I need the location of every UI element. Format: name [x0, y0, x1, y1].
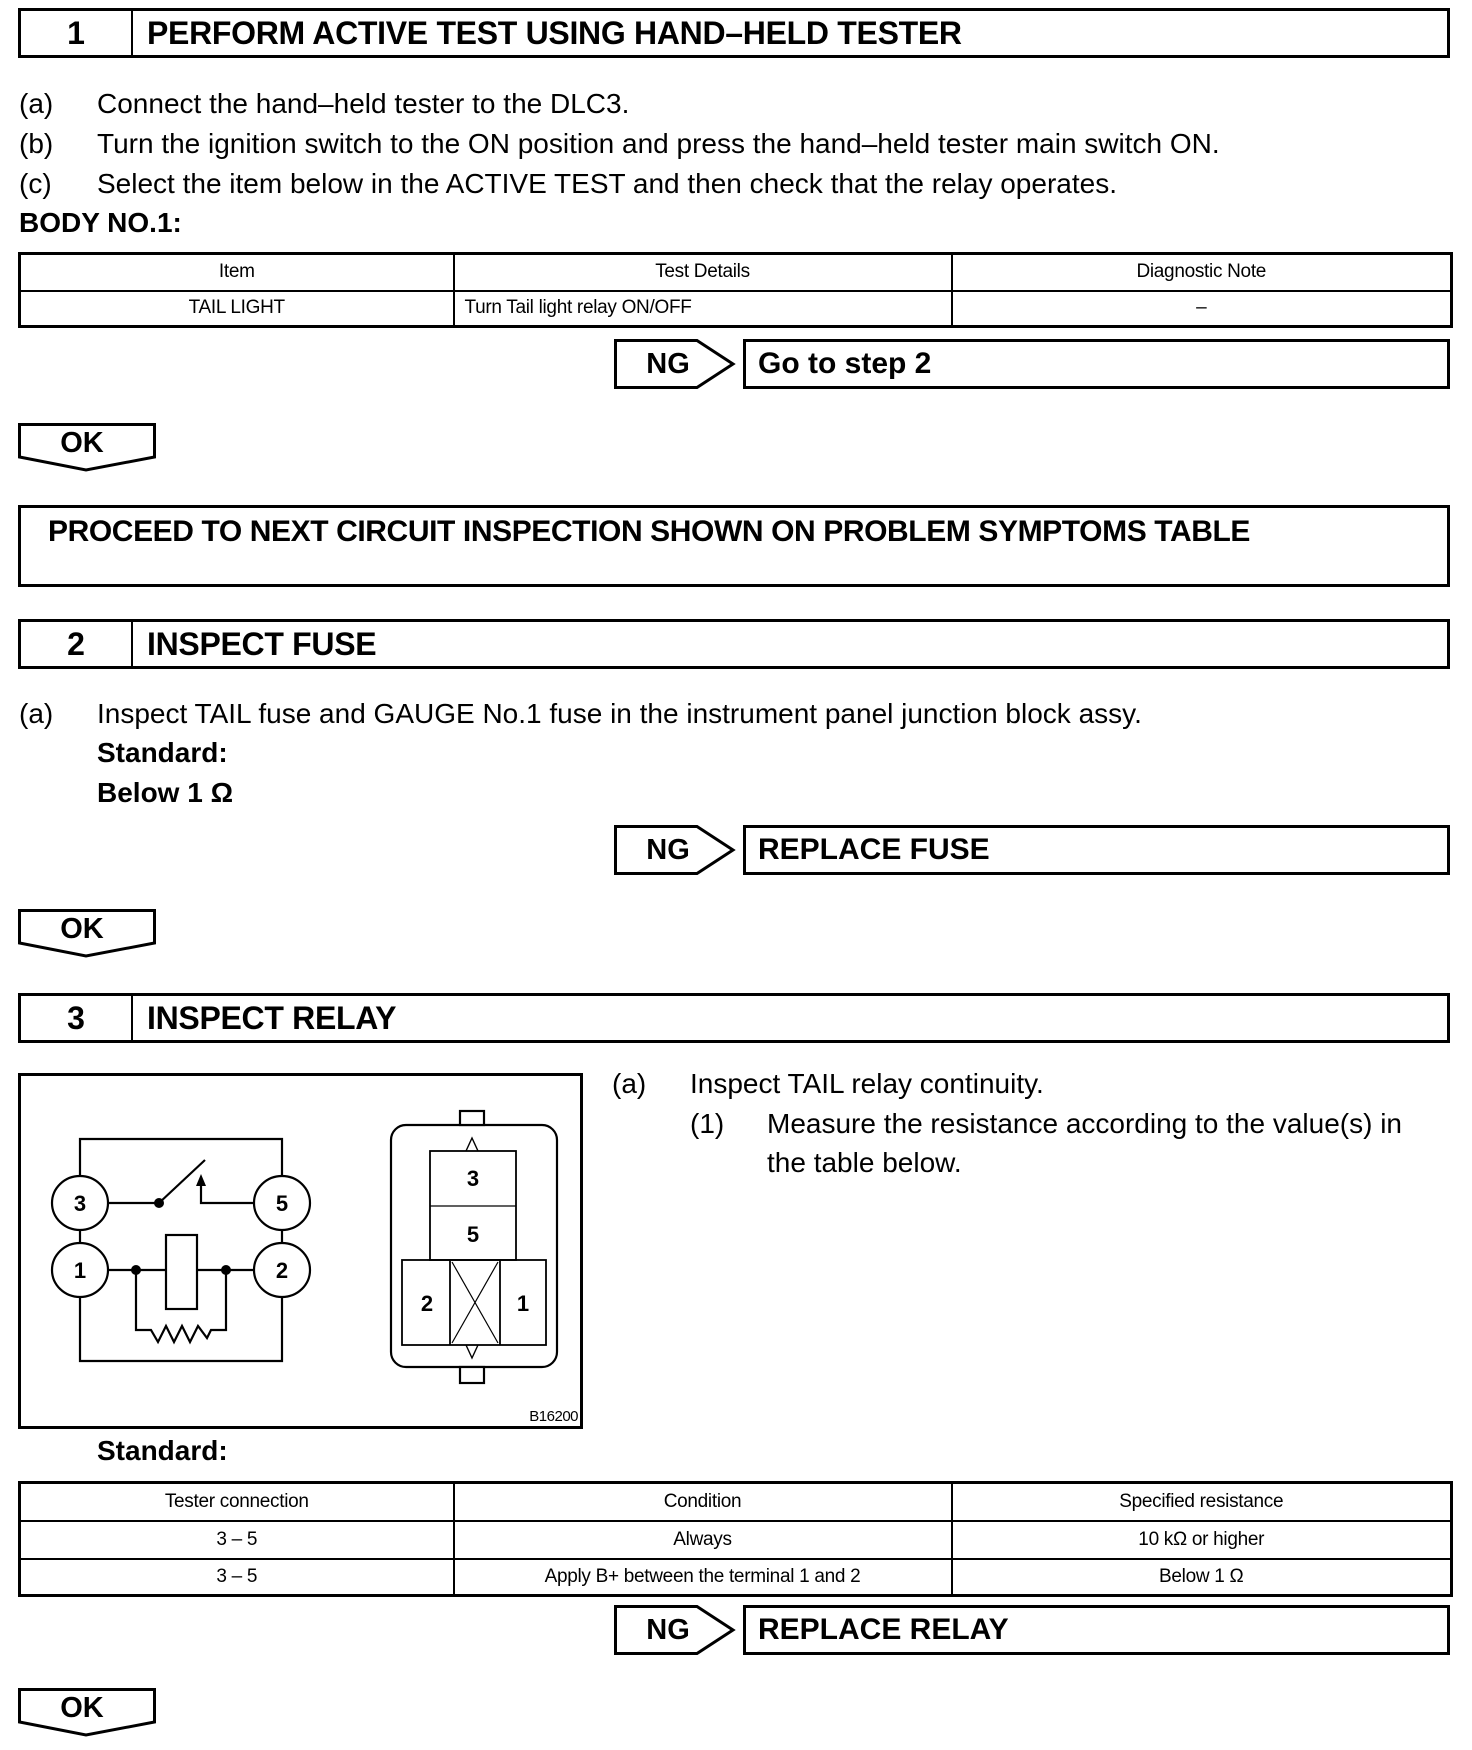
step-3-header	[18, 993, 1450, 1043]
table-cell: Turn Tail light relay ON/OFF	[454, 291, 952, 327]
step-number: 2	[21, 622, 133, 666]
instruction-text: Select the item below in the ACTIVE TEST and then check that the relay operates.	[97, 168, 1117, 199]
step-number: 3	[21, 996, 133, 1040]
relay-schematic-icon	[21, 1076, 586, 1432]
ng-result: REPLACE FUSE	[743, 825, 1450, 875]
table-cell: Below 1 Ω	[952, 1559, 1452, 1596]
ok-branch	[18, 423, 158, 473]
table-header: Diagnostic Note	[952, 254, 1452, 291]
instruction-marker: (a)	[19, 88, 54, 119]
ng-label: NG	[646, 348, 690, 380]
ng-label: NG	[646, 1614, 690, 1646]
connector-1-label: 1	[516, 1291, 530, 1316]
table-cell: 3 – 5	[20, 1559, 454, 1596]
active-test-table	[18, 252, 1453, 328]
table-label: BODY NO.1:	[19, 207, 182, 238]
ng-label: NG	[646, 834, 690, 866]
standard-value: Below 1 Ω	[97, 777, 234, 808]
connector-5-label: 5	[466, 1222, 480, 1247]
instruction-text: Inspect TAIL relay continuity.	[690, 1068, 1044, 1099]
table-cell: Always	[454, 1521, 952, 1559]
table-header-row	[20, 254, 1452, 291]
relay-diagram	[18, 1073, 583, 1429]
table-header-row	[20, 1483, 1452, 1521]
instruction-text: Measure the resistance according to the value(s) in	[767, 1108, 1402, 1139]
terminal-1-label: 1	[73, 1258, 87, 1283]
table-header: Condition	[454, 1483, 952, 1521]
terminal-5-label: 5	[275, 1191, 289, 1216]
resistance-table	[18, 1481, 1453, 1597]
standard-label: Standard:	[97, 1435, 228, 1466]
table-cell: 10 kΩ or higher	[952, 1521, 1452, 1559]
proceed-box	[18, 505, 1450, 587]
connector-3-label: 3	[466, 1166, 480, 1191]
instruction-text: Turn the ignition switch to the ON position and press the hand–held tester main switch ON.	[97, 128, 1220, 159]
step-2-header	[18, 619, 1450, 669]
instruction-text: Connect the hand–held tester to the DLC3.	[97, 88, 630, 119]
instruction-text: Inspect TAIL fuse and GAUGE No.1 fuse in the instrument panel junction block assy.	[97, 698, 1142, 729]
ok-label: OK	[60, 1692, 104, 1724]
instruction-marker: (c)	[19, 168, 52, 199]
step-title: INSPECT FUSE	[147, 626, 377, 662]
instruction-marker: (1)	[690, 1108, 725, 1139]
ng-branch	[614, 825, 1450, 875]
table-header: Specified resistance	[952, 1483, 1452, 1521]
instruction-marker: (a)	[612, 1068, 647, 1099]
connector-2-label: 2	[420, 1291, 434, 1316]
ng-result: REPLACE RELAY	[743, 1605, 1450, 1655]
table-row	[20, 1559, 1452, 1596]
terminal-3-label: 3	[73, 1191, 87, 1216]
ng-branch	[614, 339, 1450, 389]
figure-id: B16200	[529, 1408, 578, 1425]
table-row	[20, 291, 1452, 327]
ng-branch	[614, 1605, 1450, 1655]
step-1-header	[18, 8, 1450, 58]
table-cell: Apply B+ between the terminal 1 and 2	[454, 1559, 952, 1596]
step-title: PERFORM ACTIVE TEST USING HAND–HELD TESTER	[147, 15, 962, 51]
table-cell: TAIL LIGHT	[20, 291, 454, 327]
terminal-2-label: 2	[275, 1258, 289, 1283]
ok-branch	[18, 1688, 158, 1738]
table-cell: 3 – 5	[20, 1521, 454, 1559]
ok-label: OK	[60, 427, 104, 459]
ok-label: OK	[60, 913, 104, 945]
table-header: Tester connection	[20, 1483, 454, 1521]
instruction-text: the table below.	[767, 1147, 962, 1178]
ng-result: Go to step 2	[743, 339, 1450, 389]
step-title: INSPECT RELAY	[147, 1000, 397, 1036]
step-number: 1	[21, 11, 133, 55]
table-cell: –	[952, 291, 1452, 327]
instruction-marker: (b)	[19, 128, 54, 159]
table-header: Item	[20, 254, 454, 291]
table-row	[20, 1521, 1452, 1559]
standard-label: Standard:	[97, 737, 228, 768]
instruction-marker: (a)	[19, 698, 54, 729]
table-header: Test Details	[454, 254, 952, 291]
ok-branch	[18, 909, 158, 959]
proceed-text: PROCEED TO NEXT CIRCUIT INSPECTION SHOWN ON PROBLEM SYMPTOMS TABLE	[48, 515, 1251, 548]
